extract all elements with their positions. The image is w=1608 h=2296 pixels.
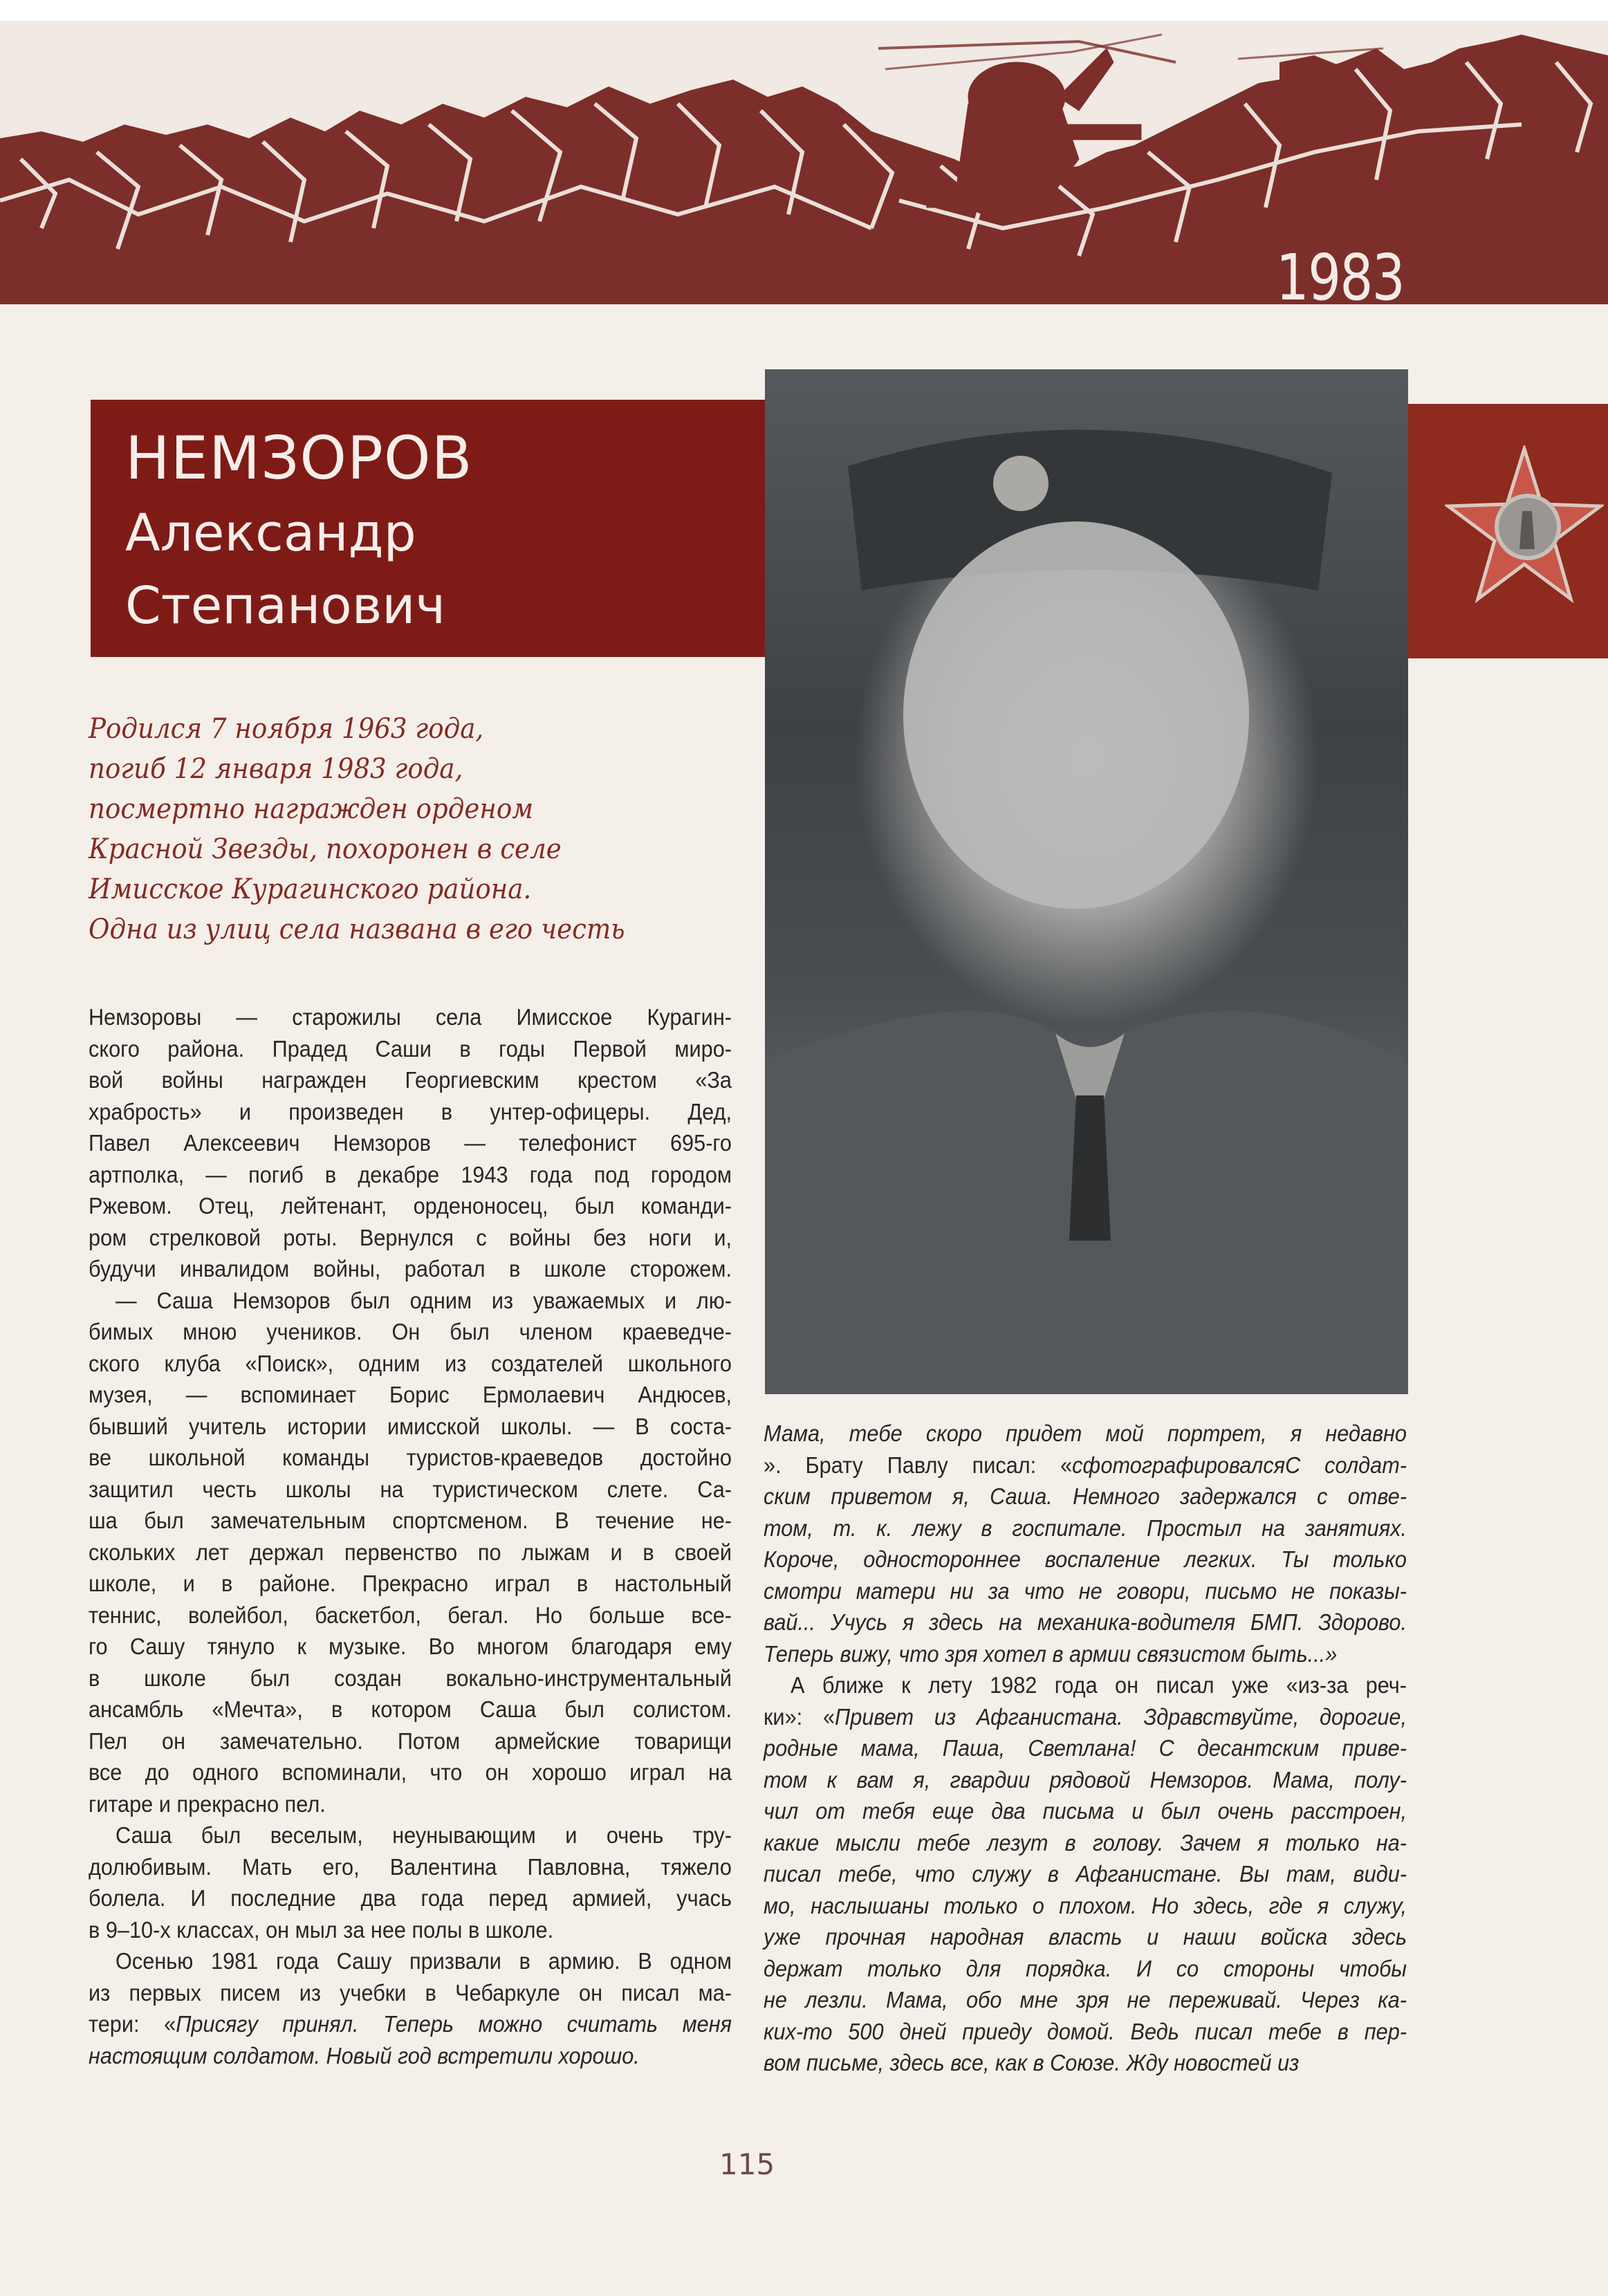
regular-text: бывший учитель истории имисской школы. — В соста- [89,1413,732,1439]
text-line [89,1379,732,1411]
text-line [764,1575,1407,1607]
italic-quote-text: какие мысли тебе лезут в голову. Зачем я только на- [764,1829,1407,1855]
intro-line: Одна из улиц села названа в его честь [89,914,625,945]
intro-line: посмертно награжден орденом [89,793,534,825]
text-line [89,1977,732,2009]
italic-quote-text: ких-то 500 дней приеду домой. Ведь писал тебе в пер- [764,2018,1407,2044]
text-line [764,1669,1407,1701]
regular-text: в школе был создан вокально-инструментальный [89,1665,732,1691]
tie [1069,1095,1111,1241]
text-line [89,2040,732,2072]
regular-text: Немзоровы — старожилы села Имисское Курагин- [89,1004,732,1030]
body-column-right [764,1418,1407,2079]
text-line [764,1544,1407,1575]
text-line [89,1725,732,1757]
text-line [89,1694,732,1725]
text-line [764,1764,1407,1796]
italic-quote-text: том, т. к. лежу в госпитале. Простыл на занятиях. [764,1515,1407,1541]
text-line [89,1442,732,1474]
regular-text: ». Брату Павлу писал: « [764,1452,1073,1478]
regular-text: скольких лет держал первенство по лыжам и в своей [89,1539,732,1565]
text-line [89,1600,732,1631]
italic-quote-text: Привет из Афганистана. Здравствуйте, дорогие, [835,1703,1407,1730]
text-line [89,1820,732,1851]
regular-text: Ржевом. Отец, лейтенант, орденоносец, был команди- [89,1193,732,1219]
text-line [89,1663,732,1694]
text-line [89,1033,732,1065]
text-line [89,1096,732,1128]
text-line [764,1953,1407,1985]
regular-text: долюбивым. Мать его, Валентина Павловна, тяжело [89,1853,732,1880]
regular-text: ром стрелковой роты. Вернулся с войны без ноги и, [89,1224,732,1250]
face [903,521,1249,909]
regular-text: ве школьной команды туристов-краеведов достойно [89,1445,732,1470]
portrait-photo [765,369,1408,1394]
italic-quote-text: мо, наслышаны только о плохом. Но здесь, где я служу, [764,1892,1407,1918]
regular-text: теннис, волейбол, баскетбол, бегал. Но больше все- [89,1602,732,1628]
text-line [89,1285,732,1317]
text-line [764,1795,1407,1827]
regular-text: школе, и в районе. Прекрасно играл в настольный [89,1571,732,1596]
year-label: 1983 [1275,241,1404,304]
regular-text: ансамбль «Мечта», в котором Саша был солистом. [89,1696,732,1722]
text-line [89,1882,732,1914]
intro-line: Имисское Курагинского района. [89,873,532,905]
italic-quote-text: Короче, одностороннее воспаление легких. Ты только [764,1546,1407,1572]
regular-text: ского района. Прадед Саши в годы Первой миро- [89,1035,732,1062]
italic-quote-text: уже прочная народная власть и наши войска здесь [764,1924,1407,1950]
regular-text: из первых писем из учебки в Чебаркуле он писал ма- [89,1979,732,2006]
body-column-left [89,1001,732,2071]
intro-line: Родился 7 ноября 1963 года, [89,713,484,745]
regular-text: все до одного вспоминали, что он хорошо играл на [89,1759,732,1785]
regular-text: болела. И последние два года перед армией, учась [89,1885,732,1911]
italic-quote-text: С солдат- [1285,1452,1407,1478]
intro-summary [89,709,752,950]
text-line [764,1450,1407,1481]
text-line [89,1159,732,1191]
text-line [89,1253,732,1285]
text-line [764,2016,1407,2048]
text-line [89,1474,732,1506]
italic-quote-text: не лезли. Мама, обо мне зря не переживай. Через ка- [764,1987,1407,2012]
text-line [89,1411,732,1443]
header-banner [0,21,1608,304]
text-line [89,1505,732,1537]
regular-text: будучи инвалидом войны, работал в школе сторожем. [89,1256,732,1281]
text-line [764,1701,1407,1733]
text-line [89,1851,732,1883]
text-line [764,1607,1407,1638]
hat-badge [993,456,1048,511]
name-header [91,400,766,657]
intro-line: погиб 12 января 1983 года, [89,753,463,785]
italic-quote-text: писал тебе, что служу в Афганистане. Вы там, види- [764,1861,1407,1887]
italic-quote-text: родные мама, Паша, Светлана! С десантским приве- [764,1735,1407,1761]
patronymic: Степанович [125,576,446,636]
regular-text: тери: « [89,2011,176,2037]
regular-text: храбрость» и произведен в унтер-офицеры. Дед, [89,1098,732,1124]
italic-quote-text: смотри матери ни за что не говори, письмо не показы- [764,1577,1407,1604]
regular-text: Пел он замечательно. Потом армейские товарищи [89,1728,732,1754]
text-line [764,1512,1407,1544]
text-line [89,1631,732,1663]
text-line [764,1984,1407,2016]
text-line [764,1481,1407,1512]
italic-quote-text: сфотографировался [1072,1452,1286,1478]
regular-text: бимых мною учеников. Он был членом краеведче- [89,1319,732,1344]
text-line [89,1945,732,1977]
italic-quote-text: Мама, тебе скоро придет мой портрет, я недавно [764,1420,1407,1446]
regular-text: ша был замечательным спортсменом. В течение не- [89,1508,732,1533]
italic-quote-text: ским приветом я, Саша. Немного задержался с отве- [764,1483,1407,1509]
italic-quote-text: вом письме, здесь все, как в Союзе. Жду новостей из [764,2050,1300,2075]
regular-text: защитил честь школы на туристическом слете. Са- [89,1476,732,1502]
regular-text: ки»: « [764,1703,835,1730]
page-number: 115 [719,2147,775,2181]
surname: НЕМЗОРОВ [125,424,473,493]
italic-quote-text: том к вам я, гвардии рядовой Немзоров. Мама, полу- [764,1766,1407,1793]
regular-text: Саша был веселым, неунывающим и очень тру- [115,1822,732,1848]
regular-text: Павел Алексеевич Немзоров — телефонист 695-го [89,1130,732,1156]
award-band [1407,404,1608,658]
italic-quote-text: чил от тебя еще два письма и был очень расстроен, [764,1798,1407,1824]
text-line [764,1858,1407,1890]
text-line [89,1788,732,1820]
text-line [89,1537,732,1568]
regular-text: Осенью 1981 года Сашу призвали в армию. В одном [115,1948,732,1974]
italic-quote-text: вай... Учусь я здесь на механика-водителя БМП. Здорово. [764,1609,1407,1635]
text-line [89,1348,732,1380]
regular-text: го Сашу тянуло к музыке. Во многом благодаря ему [89,1633,732,1659]
italic-quote-text: настоящим солдатом. Новый год встретили хорошо. [89,2042,640,2068]
page-top-margin [0,0,1608,21]
regular-text: гитаре и прекрасно пел. [89,1790,326,1817]
text-line [89,1127,732,1159]
text-line [89,1222,732,1254]
italic-quote-text: Теперь вижу, что зря хотел в армии связистом быть...» [764,1640,1338,1667]
text-line [764,1827,1407,1859]
text-line [89,1568,732,1600]
text-line [764,2047,1407,2079]
regular-text: ского клуба «Поиск», одним из создателей школьного [89,1350,732,1376]
text-line [764,1732,1407,1764]
regular-text: А ближе к лету 1982 года он писал уже «из-за реч- [791,1672,1407,1698]
text-line [89,1190,732,1222]
text-line [764,1638,1407,1670]
regular-text: артполка, — погиб в декабре 1943 года под городом [89,1161,732,1187]
order-of-red-star-icon [1445,445,1604,604]
text-line [89,1001,732,1033]
italic-quote-text: держат только для порядка. И со стороны чтобы [764,1955,1407,1981]
text-line [89,1914,732,1946]
text-line [89,1064,732,1096]
regular-text: — Саша Немзоров был одним из уважаемых и лю- [115,1287,732,1313]
italic-quote-text: Присягу принял. Теперь можно считать меня [176,2011,732,2037]
text-line [764,1890,1407,1922]
text-line [89,1757,732,1788]
regular-text: в 9–10-х классах, он мыл за нее полы в школе. [89,1916,554,1943]
text-line [89,1316,732,1348]
intro-line: Красной Звезды, похоронен в селе [89,833,562,865]
regular-text: вой войны награжден Георгиевским крестом «За [89,1067,732,1093]
regular-text: музея, — вспоминает Борис Ермолаевич Андюсев, [89,1382,732,1407]
text-line [89,2008,732,2040]
first-name: Александр [125,503,416,563]
text-line [764,1921,1407,1953]
text-line [764,1418,1407,1450]
